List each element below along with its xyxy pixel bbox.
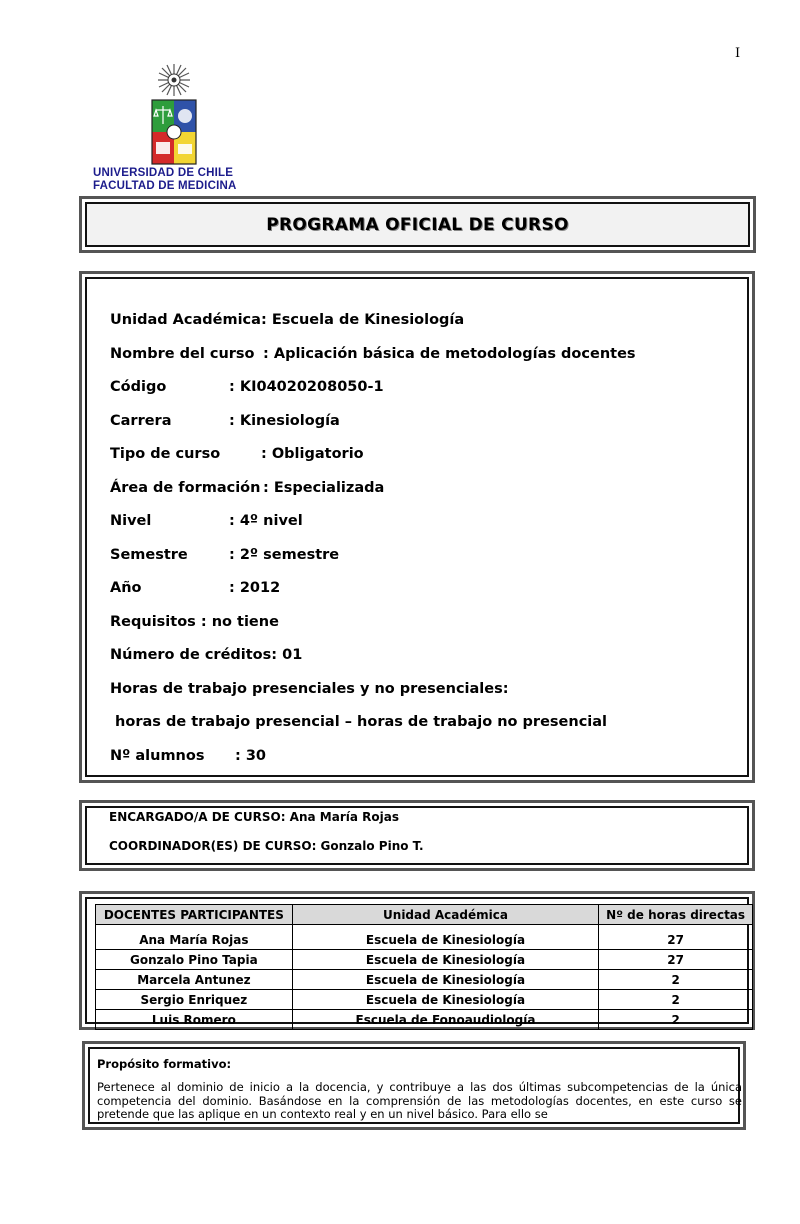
- course-info-box: [79, 271, 755, 783]
- info-value: : 30: [235, 747, 267, 764]
- teacher-name: Luis Romero: [96, 1010, 293, 1030]
- teacher-name: Sergio Enriquez: [96, 990, 293, 1010]
- teacher-unit: Escuela de Kinesiología: [292, 950, 598, 970]
- info-value: : Especializada: [263, 479, 385, 496]
- table-row: [96, 930, 753, 950]
- column-header: DOCENTES PARTICIPANTES: [96, 905, 293, 925]
- info-value: : Kinesiología: [229, 412, 340, 429]
- info-value: : Escuela de Kinesiología: [261, 312, 465, 328]
- teacher-unit: Escuela de Kinesiología: [292, 990, 598, 1010]
- page-number: I: [735, 46, 741, 61]
- table-row: [96, 990, 753, 1010]
- info-label: Número de créditos: 01: [110, 647, 303, 663]
- university-crest-logo: [142, 62, 206, 166]
- info-label: Código: [110, 379, 167, 395]
- teacher-name: Ana María Rojas: [96, 930, 293, 950]
- document-title: PROGRAMA OFICIAL DE CURSO: [266, 214, 569, 235]
- table-row: [96, 950, 753, 970]
- institution-name: [93, 167, 273, 193]
- info-label: Nº alumnos: [110, 747, 205, 764]
- info-value: : 2º semestre: [229, 546, 340, 563]
- faculty-name: FACULTAD DE MEDICINA: [93, 180, 237, 192]
- info-label: Requisitos : no tiene: [110, 613, 279, 630]
- teacher-hours: 27: [599, 930, 753, 950]
- info-label: horas de trabajo presencial – horas de trabajo no presencial: [110, 714, 608, 730]
- teacher-name: Marcela Antunez: [96, 970, 293, 990]
- university-name: UNIVERSIDAD DE CHILE: [93, 167, 234, 179]
- purpose-title: Propósito formativo:: [97, 1057, 232, 1071]
- info-label: Unidad Académica: [110, 312, 261, 328]
- teachers-box: [79, 891, 755, 1030]
- purpose-box: [82, 1041, 746, 1130]
- info-label: Tipo de curso: [110, 446, 221, 462]
- teacher-unit: Escuela de Fonoaudiología: [292, 1010, 598, 1030]
- info-value: : 2012: [229, 580, 281, 596]
- star-emblem: [158, 64, 190, 96]
- course-manager: ENCARGADO/A DE CURSO: Ana María Rojas: [109, 810, 399, 824]
- info-label: Nivel: [110, 513, 152, 529]
- column-header: Nº de horas directas: [599, 905, 753, 925]
- title-box: [79, 196, 756, 253]
- teacher-hours: 2: [599, 1010, 753, 1030]
- table-row: [96, 970, 753, 990]
- column-header: Unidad Académica: [292, 905, 598, 925]
- info-label: Horas de trabajo presenciales y no presenciales:: [110, 680, 509, 697]
- table-header-row: [96, 905, 753, 925]
- info-label: Año: [110, 580, 142, 596]
- info-value: : Aplicación básica de metodologías docentes: [263, 345, 636, 362]
- purpose-text: Pertenece al dominio de inicio a la docencia, y contribuye a las dos últimas subcompetencias de la única competencia del dominio. Basándose en la comprensión de las metodologías docentes, en este curso se pretende que las aplique en un contexto real y en un nivel básico. Para ello se: [97, 1081, 742, 1121]
- info-value: : KI04020208050-1: [229, 379, 384, 395]
- teachers-table: [95, 904, 753, 1030]
- teacher-hours: 27: [599, 950, 753, 970]
- info-label: Semestre: [110, 546, 188, 563]
- table-row: [96, 1010, 753, 1030]
- course-staff-box: [79, 800, 755, 871]
- teacher-unit: Escuela de Kinesiología: [292, 970, 598, 990]
- teacher-hours: 2: [599, 970, 753, 990]
- info-label: Área de formación: [110, 479, 261, 496]
- info-label: Nombre del curso: [110, 345, 255, 362]
- info-label: Carrera: [110, 412, 172, 429]
- teacher-unit: Escuela de Kinesiología: [292, 930, 598, 950]
- course-coordinator: COORDINADOR(ES) DE CURSO: Gonzalo Pino T.: [109, 839, 424, 853]
- teacher-hours: 2: [599, 990, 753, 1010]
- info-value: : 4º nivel: [229, 513, 303, 529]
- info-value: : Obligatorio: [261, 446, 364, 462]
- teacher-name: Gonzalo Pino Tapia: [96, 950, 293, 970]
